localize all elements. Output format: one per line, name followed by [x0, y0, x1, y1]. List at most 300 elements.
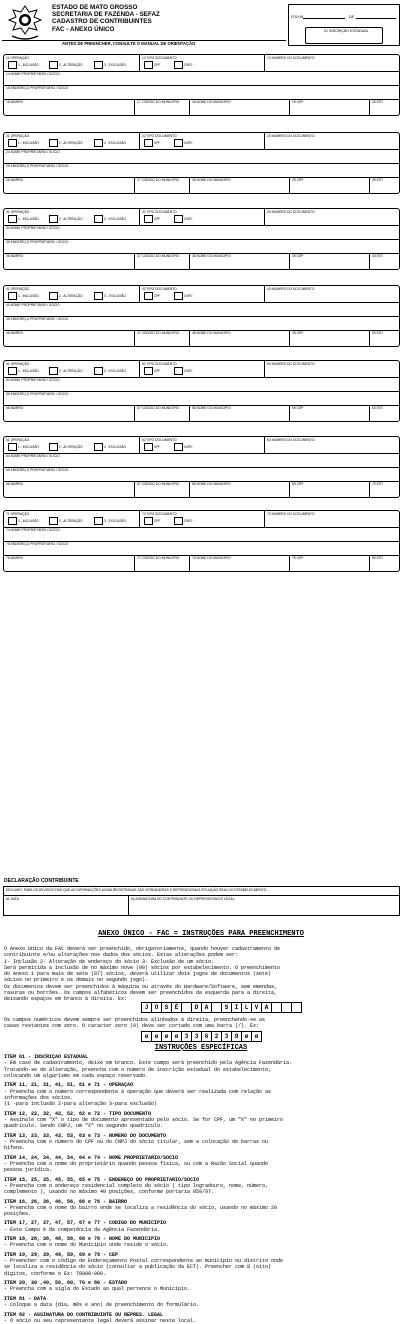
operation-label: 31 OPERAÇÃO [6, 210, 30, 214]
nome-socio-label: 54 NOME PROPRIETÁRIO / SÓCIO [6, 378, 60, 382]
operation-row [4, 286, 399, 303]
intro-line: do Anexo 1 para mais de sete (07) sócios, deverá utilizar dois jogos de documentos (sete) [4, 971, 272, 978]
operation-label: 71 OPERAÇÃO [6, 512, 30, 516]
nome-municipio-field[interactable] [189, 177, 290, 193]
example-digit-box: ø [171, 1031, 182, 1042]
socio-block [3, 208, 400, 270]
tipo-cnpj-label: CNPJ [184, 445, 193, 449]
tipo-cpf-label: CPF [154, 141, 161, 145]
cep-field[interactable] [289, 405, 370, 421]
item-heading: ITEM 13, 23, 33, 43, 53, 63 e 73 - NÚMERO DO DOCUMENTO [4, 1132, 167, 1139]
endereco-socio-label: 65 ENDEREÇO PROPRIETÁRIO / SÓCIO [6, 468, 69, 472]
operation-exclusao-label: 3 - EXCLUSÃO [104, 369, 126, 373]
codigo-municipio-field[interactable] [134, 330, 190, 346]
cep-field[interactable] [289, 330, 370, 346]
numero-documento-field[interactable] [264, 209, 400, 225]
example-char-box: V [251, 1002, 262, 1013]
numero-documento-field[interactable] [264, 133, 400, 149]
operation-inclusao-checkbox[interactable] [8, 517, 17, 525]
tipo-cpf-label: CPF [154, 63, 161, 67]
tipo-cpf-checkbox[interactable] [144, 61, 153, 69]
example-digit-box: 3 [221, 1031, 232, 1042]
item-heading: ITEM 18, 28, 38, 48, 58, 68 e 78 - NOME DO MUNICÍPIO [4, 1236, 161, 1243]
estado-label: 50 EST. [372, 331, 384, 335]
item-text-line: - Preencha com o nome do proprietário quando pessoa física, ou com a Razão Social quando [4, 1160, 269, 1167]
tipo-cpf-checkbox[interactable] [144, 215, 153, 223]
intro-line: O Anexo Único da FAC deverá ser preenchido, obrigatoriamente, quando houver cadastramento de [4, 946, 281, 952]
numero-documento-label: 23 NÚMERO DO DOCUMENTO [267, 134, 315, 138]
nome-municipio-field[interactable] [189, 481, 290, 497]
bairro-label: 66 BAIRRO [6, 482, 24, 486]
tipo-cpf-label: CPF [154, 519, 161, 523]
numero-documento-label: 73 NÚMERO DO DOCUMENTO [267, 512, 315, 516]
numero-documento-field[interactable] [264, 437, 400, 453]
operation-inclusao-checkbox[interactable] [8, 292, 17, 300]
cep-label: 39 CEP [292, 254, 304, 258]
item-heading: ITEM 82 - ASSINATURA DO CONTRIBUINTE OU REPRES. LEGAL [4, 1311, 164, 1318]
codigo-municipio-label: 17 CÓDIGO DO MUNICÍPIO [137, 100, 180, 104]
declaration-fields [4, 895, 399, 916]
operation-alteracao-checkbox[interactable] [49, 443, 58, 451]
endereco-row[interactable] [4, 541, 399, 556]
header-line: SECRETARIA DE FAZENDA - SEFAZ [52, 11, 160, 19]
nome-municipio-field[interactable] [189, 99, 290, 115]
fac-form-page [2, 2, 400, 1324]
operation-cell [4, 286, 139, 302]
example-char-box: I [231, 1002, 242, 1013]
item-text-line: - Preencha com o nome do Município onde reside o sócio. [4, 1242, 170, 1249]
operation-exclusao-label: 3 - EXCLUSÃO [104, 519, 126, 523]
nome-socio-label: 44 NOME PROPRIETÁRIO / SÓCIO [6, 303, 60, 307]
nome-municipio-label: 78 NOME DO MUNICÍPIO [192, 556, 231, 560]
nome-municipio-label: 48 NOME DO MUNICÍPIO [192, 331, 231, 335]
assinatura-field[interactable] [128, 896, 400, 916]
intro-line: deixando espaços em branco à direita. Ex: [4, 996, 128, 1003]
location-row [4, 253, 399, 269]
endereco-socio-label: 45 ENDEREÇO PROPRIETÁRIO / SÓCIO [6, 317, 69, 321]
bairro-field[interactable] [4, 99, 134, 115]
example-digit-box: 3 [191, 1031, 202, 1042]
estado-label: 40 EST. [372, 254, 384, 258]
operation-inclusao-label: 1 - INCLUSÃO [18, 369, 39, 373]
item-text-line: complemento ), usando no máximo 40 posições, conforme portaria 059/97. [4, 1189, 215, 1196]
nome-socio-label: 24 NOME PROPRIETÁRIO / SÓCIO [6, 150, 60, 154]
operation-cell [4, 55, 139, 71]
cep-label: 29 CEP [292, 178, 304, 182]
codigo-municipio-label: 67 CÓDIGO DO MUNICÍPIO [137, 482, 180, 486]
endereco-row[interactable] [4, 85, 399, 100]
operation-cell [4, 361, 139, 377]
tipo-cpf-checkbox[interactable] [144, 292, 153, 300]
ie-label: 01 INSCRIÇÃO ESTADUAL [324, 29, 369, 33]
operation-exclusao-checkbox[interactable] [94, 367, 103, 375]
tipo-cnpj-label: CNPJ [184, 519, 193, 523]
nome-municipio-label: 58 NOME DO MUNICÍPIO [192, 406, 231, 410]
operation-label: 41 OPERAÇÃO [6, 287, 30, 291]
codigo-municipio-field[interactable] [134, 481, 190, 497]
de-label: DE [349, 15, 354, 19]
form-header [2, 2, 400, 50]
item-text-line: - Preencha com o endereço residencial completo do sócio ( tipo logradouro, nome, número, [4, 1182, 269, 1189]
example-char-box: D [191, 1002, 202, 1013]
item-text-line: hífens. [4, 1145, 26, 1152]
intro-line: Será permitida a inclusão de no máximo nove (09) sócios por estabelecimento. O preenchimento [4, 964, 281, 971]
location-row [4, 177, 399, 193]
nome-municipio-field[interactable] [189, 405, 290, 421]
example-name-boxes [142, 1002, 302, 1013]
operation-exclusao-label: 3 - EXCLUSÃO [104, 294, 126, 298]
item-text-line: informações dos sócios. [4, 1094, 74, 1101]
item-text-line: - Preencha com o nome do bairro onde se localiza a residência do sócio, usando no máximo 20 [4, 1204, 278, 1211]
specific-instructions-title: INSTRUÇÕES ESPECÍFICAS [154, 1044, 248, 1052]
bairro-field[interactable] [4, 253, 134, 269]
item-text-line: dígitos, conforme o Ex: 78000-000. [4, 1270, 107, 1277]
operation-label: 21 OPERAÇÃO [6, 134, 30, 138]
codigo-municipio-field[interactable] [134, 253, 190, 269]
numero-documento-field[interactable] [264, 286, 400, 302]
intro-line: Os documentos devem ser preenchidos à máquina ou através do Hardware/Software, sem emendas, [4, 983, 278, 990]
assinatura-label: 82 ASSINATURA DO CONTRIBUINTE OU REPRESENTANTE LEGAL [131, 897, 235, 901]
operation-label: 11 OPERAÇÃO [6, 56, 30, 60]
data-label: 81 DATA [6, 897, 19, 901]
tipo-cnpj-checkbox[interactable] [174, 139, 183, 147]
operation-row [4, 209, 399, 226]
item-text-line: - Em caso de cadastramento, deixe em branco. Este campo será preenchido pela Agência Fazendária. [4, 1060, 293, 1067]
nome-row[interactable] [4, 302, 399, 317]
tipo-documento-label: 32 TIPO DOCUMENTO [142, 210, 177, 214]
numero-documento-label: 33 NÚMERO DO DOCUMENTO [267, 210, 315, 214]
operation-inclusao-label: 1 - INCLUSÃO [18, 294, 39, 298]
estado-field[interactable] [369, 330, 400, 346]
tipo-cnpj-label: CNPJ [184, 294, 193, 298]
tipo-cnpj-label: CNPJ [184, 369, 193, 373]
location-row [4, 555, 399, 571]
nome-row[interactable] [4, 149, 399, 164]
cep-label: 59 CEP [292, 406, 304, 410]
operation-cell [4, 511, 139, 527]
numeric-instructions [4, 1017, 400, 1030]
nome-municipio-label: 38 NOME DO MUNICÍPIO [192, 254, 231, 258]
cep-label: 49 CEP [292, 331, 304, 335]
example-char-box [291, 1002, 302, 1013]
tipo-documento-label: 22 TIPO DOCUMENTO [142, 134, 177, 138]
folha-box [288, 4, 400, 46]
tipo-cpf-checkbox[interactable] [144, 139, 153, 147]
operation-alteracao-label: 2 - ALTERAÇÃO [59, 445, 83, 449]
example-digit-box: ø [161, 1031, 172, 1042]
numeric-line: Os campos numéricos devem sempre ser preenchidos alinhados à direita, preenchendo-se as [4, 1017, 266, 1023]
tipo-documento-cell [139, 133, 265, 149]
nome-socio-label: 64 NOME PROPRIETÁRIO / SÓCIO [6, 454, 60, 458]
tipo-cpf-label: CPF [154, 369, 161, 373]
bairro-field[interactable] [4, 405, 134, 421]
estado-field[interactable] [369, 253, 400, 269]
example-char-box: É [171, 1002, 182, 1013]
tipo-documento-cell [139, 209, 265, 225]
endereco-row[interactable] [4, 391, 399, 406]
nome-row[interactable] [4, 225, 399, 240]
nome-municipio-field[interactable] [189, 253, 290, 269]
bairro-label: 46 BAIRRO [6, 331, 24, 335]
operation-row [4, 437, 399, 454]
bairro-field[interactable] [4, 177, 134, 193]
operation-inclusao-checkbox[interactable] [8, 215, 17, 223]
operation-inclusao-checkbox[interactable] [8, 139, 17, 147]
numero-documento-label: 13 NÚMERO DO DOCUMENTO [267, 56, 315, 60]
codigo-municipio-label: 27 CÓDIGO DO MUNICÍPIO [137, 178, 180, 182]
header-line: CADASTRO DE CONTRIBUINTES [52, 18, 152, 26]
operation-exclusao-checkbox[interactable] [94, 139, 103, 147]
operation-alteracao-label: 2 - ALTERAÇÃO [59, 63, 83, 67]
instructions-intro [4, 946, 400, 1003]
nome-municipio-label: 68 NOME DO MUNICÍPIO [192, 482, 231, 486]
cep-field[interactable] [289, 253, 370, 269]
estado-field[interactable] [369, 555, 400, 571]
de-field[interactable] [356, 18, 396, 19]
operation-inclusao-checkbox[interactable] [8, 61, 17, 69]
bairro-field[interactable] [4, 481, 134, 497]
item-text-line: - Assinale com "X" o tipo de documento apresentado pelo sócio. Se for CPF, um "X" no primeiro [4, 1116, 284, 1123]
item-text-line: - Preencha com o número do CPF ou do CNPJ do sócio titular, sem a colocação de barras ou [4, 1138, 269, 1145]
item-text-line: colocando um algarismo em cada espaço reservado. [4, 1072, 149, 1079]
cep-field[interactable] [289, 555, 370, 571]
bairro-label: 76 BAIRRO [6, 556, 24, 560]
operation-row [4, 55, 399, 72]
example-char-box: A [201, 1002, 212, 1013]
item-text-line: (1 -para inclusão 2-para alteração 3-para exclusão) [4, 1101, 158, 1108]
item-heading: ITEM 81 - DATA [4, 1295, 47, 1302]
tipo-cnpj-checkbox[interactable] [174, 292, 183, 300]
item-text-line: - Coloque a data (dia, mês e ano) de preenchimento do formulário. [4, 1302, 200, 1309]
tipo-documento-cell [139, 361, 265, 377]
example-char-box: J [141, 1002, 152, 1013]
location-row [4, 405, 399, 421]
tipo-documento-cell [139, 286, 265, 302]
operation-alteracao-checkbox[interactable] [49, 139, 58, 147]
cep-label: 69 CEP [292, 482, 304, 486]
cep-field[interactable] [289, 99, 370, 115]
item-text-line: - Este Campo é de competência da Agência Fazendária. [4, 1226, 161, 1233]
operation-label: 61 OPERAÇÃO [6, 438, 30, 442]
example-digit-box: 3 [181, 1031, 192, 1042]
example-digit-box: 9 [231, 1031, 242, 1042]
numero-documento-label: 43 NÚMERO DO DOCUMENTO [267, 287, 315, 291]
endereco-row[interactable] [4, 163, 399, 178]
operation-alteracao-label: 2 - ALTERAÇÃO [59, 141, 83, 145]
endereco-row[interactable] [4, 316, 399, 331]
tipo-documento-label: 42 TIPO DOCUMENTO [142, 287, 177, 291]
tipo-cpf-label: CPF [154, 217, 161, 221]
tipo-cnpj-checkbox[interactable] [174, 61, 183, 69]
example-number-boxes [142, 1031, 262, 1042]
tipo-documento-label: 52 TIPO DOCUMENTO [142, 362, 177, 366]
cep-field[interactable] [289, 481, 370, 497]
example-char-box: O [151, 1002, 162, 1013]
bairro-field[interactable] [4, 330, 134, 346]
example-char-box: A [261, 1002, 272, 1013]
socio-block [3, 436, 400, 498]
item-text-line: quadrículo. Sendo CNPJ, um "X" no segundo quadrículo. [4, 1123, 164, 1130]
example-digit-box: ø [241, 1031, 252, 1042]
cep-label: 19 CEP [292, 100, 304, 104]
numero-documento-field[interactable] [264, 511, 400, 527]
operation-inclusao-checkbox[interactable] [8, 367, 17, 375]
operation-cell [4, 209, 139, 225]
folha-field[interactable] [303, 18, 345, 19]
nome-municipio-label: 28 NOME DO MUNICÍPIO [192, 178, 231, 182]
operation-exclusao-label: 3 - EXCLUSÃO [104, 63, 126, 67]
item-heading: ITEM 19, 29, 39, 49, 59, 69 e 79 - CEP [4, 1251, 119, 1258]
endereco-row[interactable] [4, 239, 399, 254]
operation-label: 51 OPERAÇÃO [6, 362, 30, 366]
operation-row [4, 361, 399, 378]
operation-alteracao-checkbox[interactable] [49, 367, 58, 375]
tipo-cnpj-label: CNPJ [184, 63, 193, 67]
nome-row[interactable] [4, 453, 399, 468]
numero-documento-field[interactable] [264, 361, 400, 377]
tipo-cpf-checkbox[interactable] [144, 517, 153, 525]
item-heading: ITEM 11, 21, 31, 41, 51, 61 e 71 - OPERAÇÃO [4, 1082, 134, 1089]
data-field[interactable] [4, 896, 128, 916]
operation-inclusao-label: 1 - INCLUSÃO [18, 519, 39, 523]
item-text-line: pessoa jurídica. [4, 1167, 53, 1174]
operation-exclusao-checkbox[interactable] [94, 517, 103, 525]
example-digit-box: 6 [201, 1031, 212, 1042]
item-heading: ITEM 15, 25, 35, 45, 55, 65 e 75 - ENDEREÇO DO PROPRIETÁRIO/SÓCIO [4, 1176, 200, 1183]
operation-exclusao-checkbox[interactable] [94, 215, 103, 223]
estado-label: 30 EST. [372, 178, 384, 182]
codigo-municipio-field[interactable] [134, 177, 190, 193]
nome-row[interactable] [4, 71, 399, 86]
estado-field[interactable] [369, 99, 400, 115]
codigo-municipio-field[interactable] [134, 99, 190, 115]
example-char-box: L [241, 1002, 252, 1013]
nome-row[interactable] [4, 527, 399, 542]
nome-municipio-field[interactable] [189, 330, 290, 346]
example-digit-box: ø [151, 1031, 162, 1042]
tipo-cnpj-checkbox[interactable] [174, 367, 183, 375]
tipo-cnpj-label: CNPJ [184, 217, 193, 221]
intro-line: contribuinte e/ou alterações nos dados dos sócios. Estas alterações podem ser: [4, 952, 239, 959]
item-text-line: - Preencher com o código de Endereçamento Postal correspondente ao município ou distrito onde [4, 1258, 284, 1265]
declaration-text: DECLARO, PARA OS DEVIDOS FINS QUE AS INFORMAÇÕES ACIMA REGISTRADAS SÃO VERDADEIRAS E REPRESENTAM A SITUAÇÃO REAL DO ESTABELECIMENTO. [6, 888, 268, 892]
example-digit-box: 2 [211, 1031, 222, 1042]
operation-alteracao-label: 2 - ALTERAÇÃO [59, 294, 83, 298]
declaration-title: DECLARAÇÃO CONTRIBUINTE [4, 878, 79, 884]
example-digit-box: ø [141, 1031, 152, 1042]
operation-alteracao-checkbox[interactable] [49, 517, 58, 525]
header-line: FAC - ANEXO ÚNICO [52, 25, 115, 33]
declaration-box [3, 886, 400, 916]
socio-block [3, 360, 400, 422]
tipo-cpf-checkbox[interactable] [144, 367, 153, 375]
nome-socio-label: 34 NOME PROPRIETÁRIO / SÓCIO [6, 226, 60, 230]
tipo-documento-label: 12 TIPO DOCUMENTO [142, 56, 177, 60]
estado-field[interactable] [369, 405, 400, 421]
operation-inclusao-label: 1 - INCLUSÃO [18, 141, 39, 145]
operation-exclusao-checkbox[interactable] [94, 443, 103, 451]
item-text-line: posições. [4, 1211, 32, 1218]
folha-label: FOLHA [291, 15, 303, 19]
tipo-cpf-checkbox[interactable] [144, 443, 153, 451]
tipo-documento-cell [139, 437, 265, 453]
operation-alteracao-label: 2 - ALTERAÇÃO [59, 519, 83, 523]
codigo-municipio-field[interactable] [134, 555, 190, 571]
bairro-field[interactable] [4, 555, 134, 571]
tipo-cnpj-checkbox[interactable] [174, 443, 183, 451]
nome-socio-label: 74 NOME PROPRIETÁRIO / SÓCIO [6, 528, 60, 532]
tipo-cnpj-checkbox[interactable] [174, 517, 183, 525]
tipo-documento-cell [139, 55, 265, 71]
numero-documento-field[interactable] [264, 55, 400, 71]
cep-field[interactable] [289, 177, 370, 193]
operation-exclusao-checkbox[interactable] [94, 292, 103, 300]
example-char-box: S [221, 1002, 232, 1013]
endereco-socio-label: 35 ENDEREÇO PROPRIETÁRIO / SÓCIO [6, 240, 69, 244]
estado-field[interactable] [369, 177, 400, 193]
socio-block [3, 285, 400, 347]
operation-alteracao-label: 2 - ALTERAÇÃO [59, 217, 83, 221]
specific-items [4, 1054, 400, 1324]
operation-exclusao-checkbox[interactable] [94, 61, 103, 69]
estado-field[interactable] [369, 481, 400, 497]
socio-block [3, 54, 400, 116]
item-heading: ITEM 12, 22, 32, 42, 52, 62 e 72 - TIPO DOCUMENTO [4, 1110, 152, 1117]
operation-inclusao-checkbox[interactable] [8, 443, 17, 451]
estado-label: 80 EST. [372, 556, 384, 560]
location-row [4, 330, 399, 346]
item-text-line: - Preencha com o número correspondente à operação que deverá ser realizada com relação as [4, 1088, 272, 1095]
operation-inclusao-label: 1 - INCLUSÃO [18, 217, 39, 221]
numero-documento-label: 63 NÚMERO DO DOCUMENTO [267, 438, 315, 442]
operation-alteracao-checkbox[interactable] [49, 215, 58, 223]
tipo-documento-label: 72 TIPO DOCUMENTO [142, 512, 177, 516]
header-title-lines [52, 4, 292, 33]
tipo-cnpj-label: CNPJ [184, 141, 193, 145]
operation-alteracao-checkbox[interactable] [49, 292, 58, 300]
estado-label: 70 EST. [372, 482, 384, 486]
operation-alteracao-checkbox[interactable] [49, 61, 58, 69]
consult-manual-notice: ANTES DE PREENCHER, CONSULTE O MANUAL DE ORIENTAÇÃO [62, 41, 196, 46]
nome-row[interactable] [4, 377, 399, 392]
codigo-municipio-field[interactable] [134, 405, 190, 421]
instructions-title: ANEXO ÚNICO - FAC = INSTRUÇÕES PARA PREENCHIMENTO [98, 930, 304, 938]
item-heading: ITEM 14, 24, 34, 44, 54, 64 e 74 - NOME PROPRIETÁRIO/SÓCIO [4, 1154, 179, 1161]
tipo-documento-label: 62 TIPO DOCUMENTO [142, 438, 177, 442]
endereco-socio-label: 25 ENDEREÇO PROPRIETÁRIO / SÓCIO [6, 164, 69, 168]
bairro-label: 36 BAIRRO [6, 254, 24, 258]
nome-municipio-field[interactable] [189, 555, 290, 571]
item-heading: ITEM 20, 30 ,40, 50, 60, 70 e 80 - ESTADO [4, 1280, 128, 1287]
nome-municipio-label: 18 NOME DO MUNICÍPIO [192, 100, 231, 104]
operation-cell [4, 437, 139, 453]
intro-line: sócios no primeiro e os demais no segundo jogo). [4, 977, 149, 984]
inscricao-estadual-field[interactable] [305, 27, 383, 44]
estado-label: 20 EST. [372, 100, 384, 104]
item-text-line: - O sócio ou seu representante legal deverá assinar neste local. [4, 1317, 197, 1324]
item-text-line: - Preencha com a sigla do Estado ao qual pertence o Município. [4, 1286, 191, 1293]
operation-row [4, 133, 399, 150]
endereco-row[interactable] [4, 467, 399, 482]
example-char-box: S [161, 1002, 172, 1013]
tipo-cnpj-checkbox[interactable] [174, 215, 183, 223]
operation-exclusao-label: 3 - EXCLUSÃO [104, 141, 126, 145]
item-heading: ITEM 17, 27, 37, 47, 57, 67 e 77 - CÓDIGO DO MUNICÍPIO [4, 1220, 167, 1227]
intro-line: 1- Inclusão 2- Alteração de endereço do sócio 3- Exclusão de um sócio. [4, 958, 215, 965]
bairro-label: 56 BAIRRO [6, 406, 24, 410]
endereco-socio-label: 75 ENDEREÇO PROPRIETÁRIO / SÓCIO [6, 542, 69, 546]
numeric-line: casas restantes com zero. O caracter zero (0) deve ser cortado com uma barra (/). Ex: [4, 1023, 260, 1030]
